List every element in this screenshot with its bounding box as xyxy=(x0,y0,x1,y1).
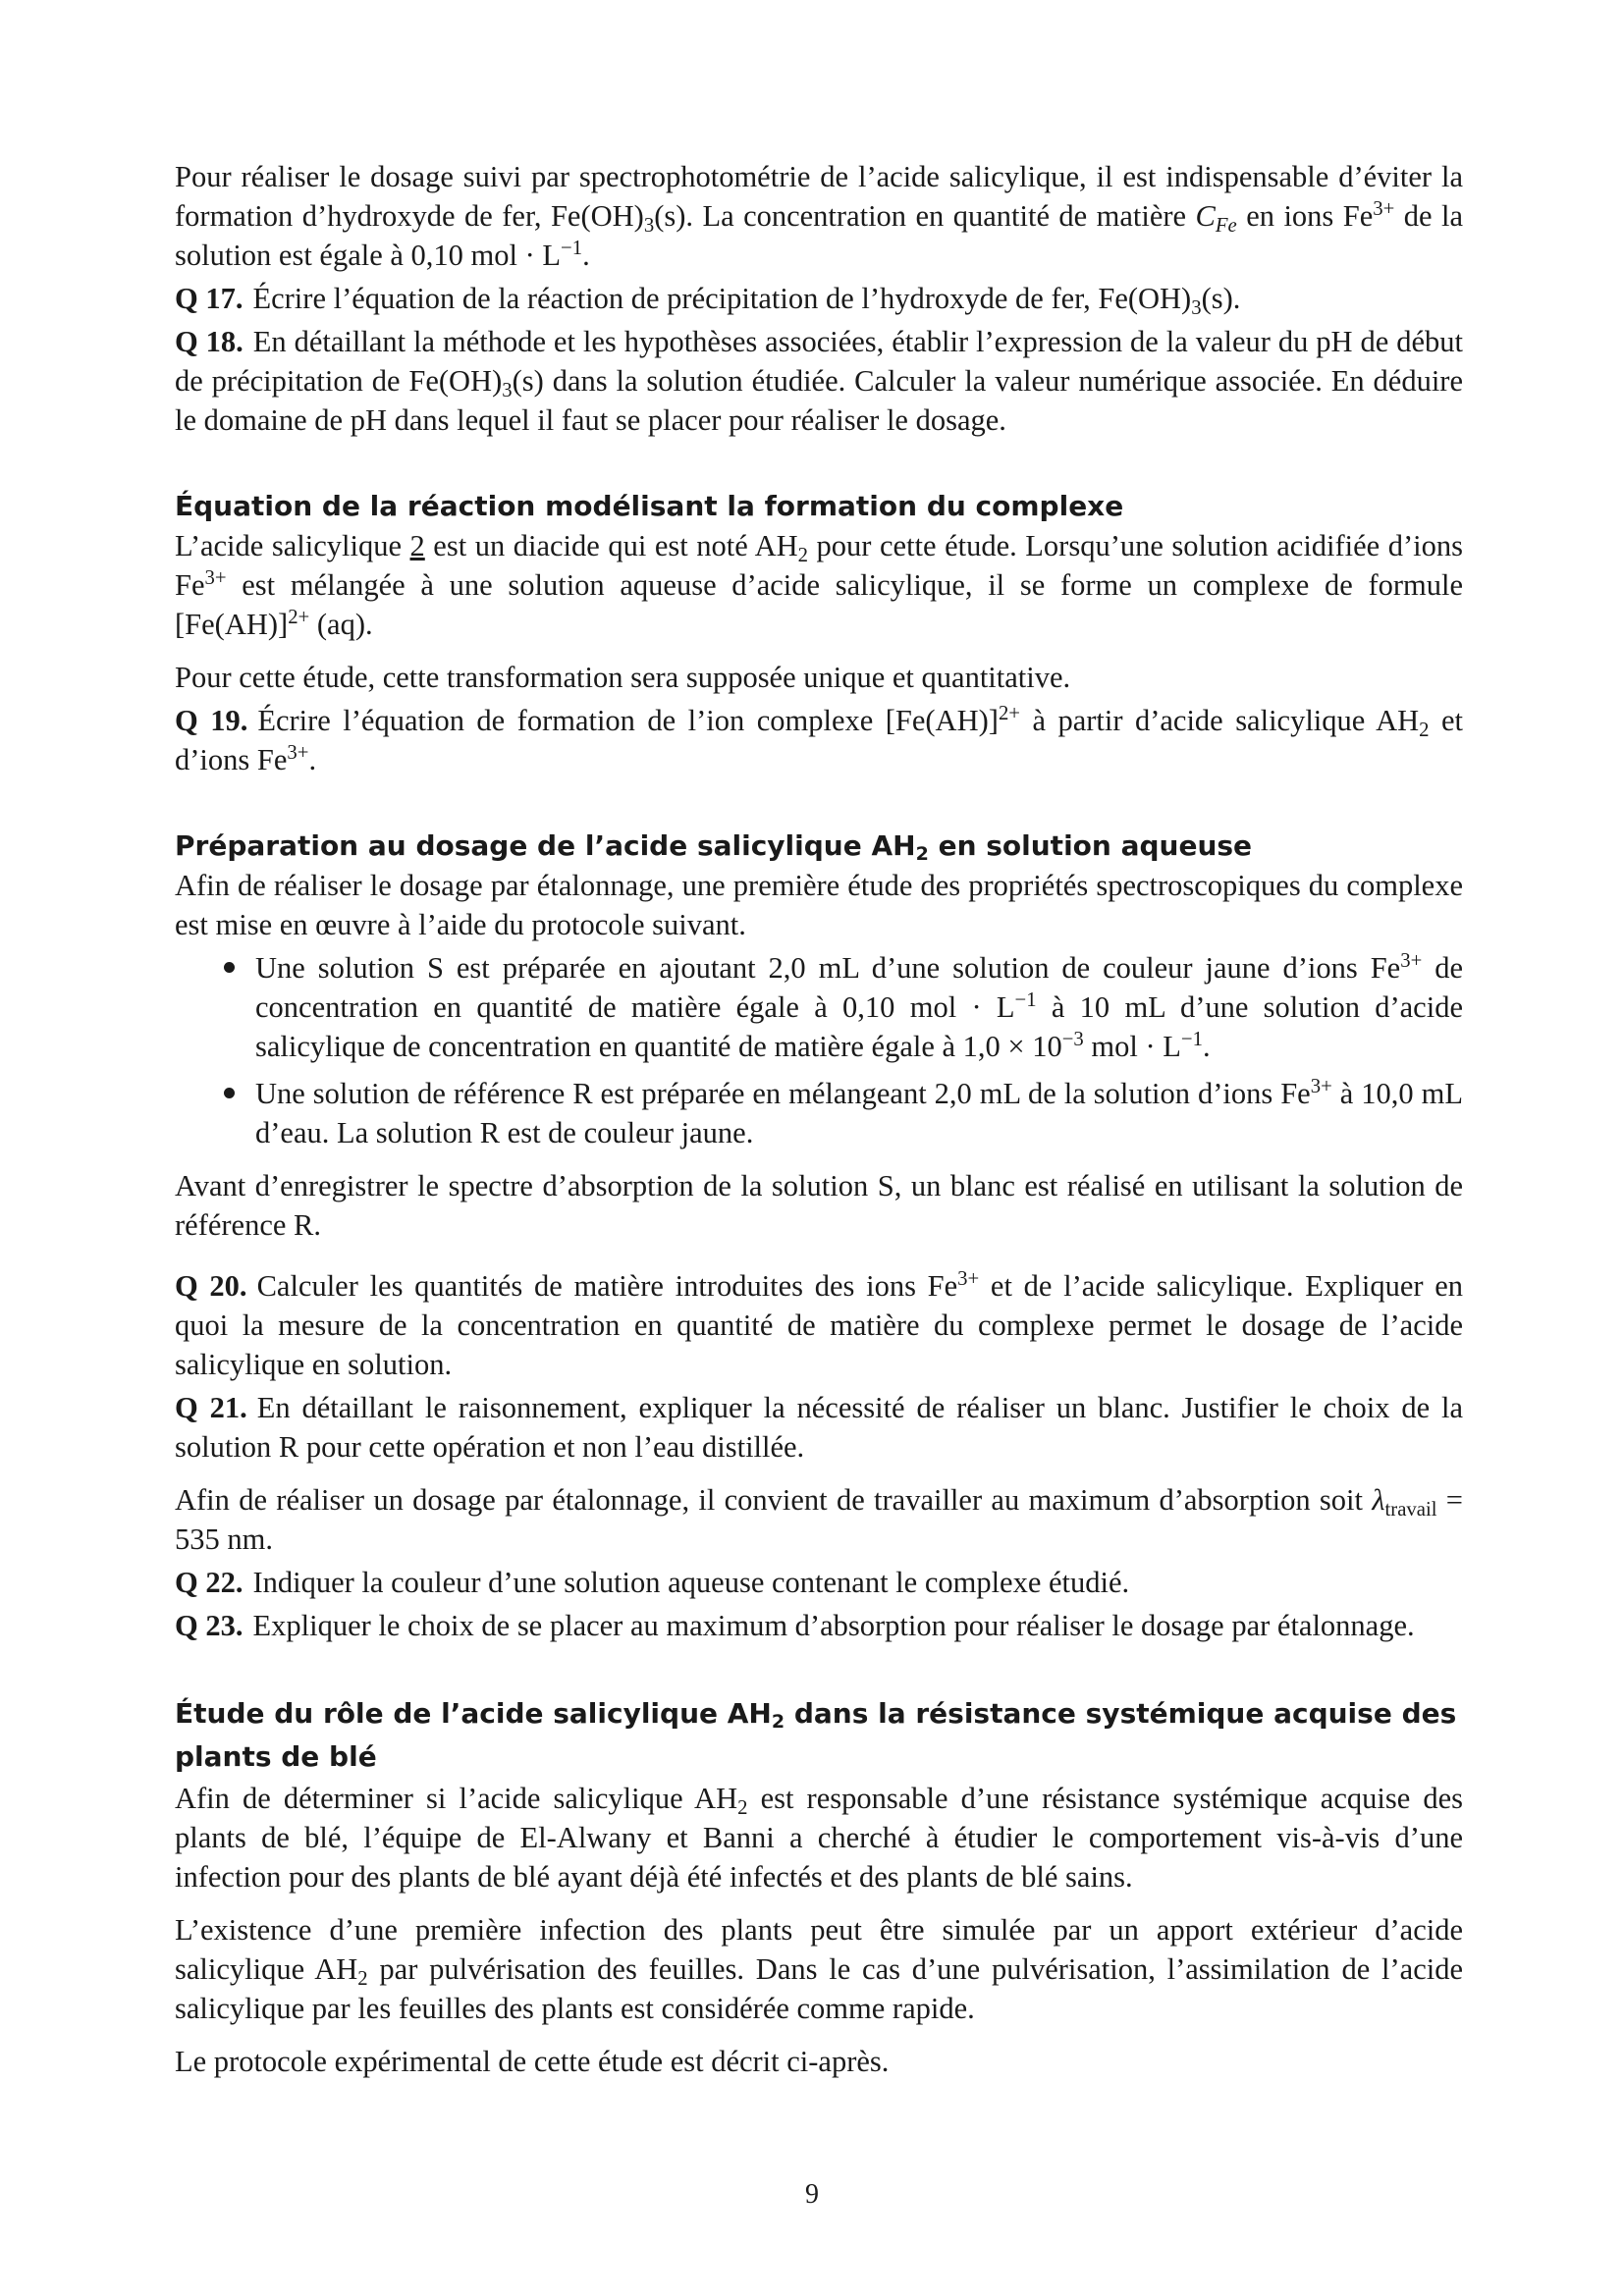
question-19: Q 19. Écrire l’équation de formation de l’ion complexe $[Fe(AH)]^{2+}$ à partir d’acide salicylique $AH_2$ et d’ions $Fe^{3+}$. xyxy=(175,702,1464,776)
question-label: Q 18. xyxy=(175,325,244,358)
question-18: Q 18. En détaillant la méthode et les hypothèses associées, établir l’expression de la valeur du pH de début de précipitation de $Fe(OH)_3(s)$ dans la solution étudiée. Calculer la valeur numérique associée. En déduire le domaine de pH dans lequel il faut se placer pour réaliser le dosage. xyxy=(175,325,1463,437)
question-label: Q 19. xyxy=(175,704,248,737)
section-title-role: Étude du rôle de l’acide salicylique $AH_2$ dans la résistance systémique acquise des plants de blé xyxy=(175,1697,1457,1773)
protocol-list xyxy=(175,948,1463,1152)
question-22: Q 22. Indiquer la couleur d’une solution aqueuse contenant le complexe étudié. xyxy=(175,1566,1130,1599)
question-label: Q 23. xyxy=(175,1609,244,1642)
equation-hypothesis: Pour cette étude, cette transformation sera supposée unique et quantitative. xyxy=(175,661,1071,694)
role-paragraph-2: L’existence d’une première infection des plants peut être simulée par un apport extérieur d’acide salicylique $AH_2$ par pulvérisation des feuilles. Dans le cas d’une pulvérisation, l’assimilation de l’acide salicylique par les feuilles des plants est considérée comme rapide. xyxy=(175,1913,1463,2025)
bullet-icon xyxy=(224,962,235,973)
question-23: Q 23. Expliquer le choix de se placer au maximum d’absorption pour réaliser le dosage par étalonnage. xyxy=(175,1609,1415,1642)
question-20: Q 20. Calculer les quantités de matière introduites des ions $Fe^{3+}$ et de l’acide salicylique. Expliquer en quoi la mesure de la concentration en quantité de matière du complexe permet le dosage de l’acide salicylique en solution. xyxy=(175,1267,1463,1381)
bullet-icon xyxy=(224,1088,235,1098)
list-item: Une solution de référence R est préparée en mélangeant 2,0 mL de la solution d’ions $Fe^{3+}$ à 10,0 mL d’eau. La solution R est de couleur jaune. xyxy=(175,1074,1463,1152)
question-label: Q 17. xyxy=(175,282,244,315)
page-content xyxy=(175,157,1463,2095)
question-label: Q 20. xyxy=(175,1269,247,1303)
section-title-preparation: Préparation au dosage de l’acide salicylique $AH_2$ en solution aqueuse xyxy=(175,829,1253,866)
role-paragraph-3: Le protocole expérimental de cette étude est décrit ci-après. xyxy=(175,2045,890,2078)
blank-paragraph: Avant d’enregistrer le spectre d’absorption de la solution S, un blanc est réalisé en utilisant la solution de référence R. xyxy=(175,1169,1463,1242)
question-label: Q 21. xyxy=(175,1391,247,1424)
intro-paragraph: Pour réaliser le dosage suivi par spectrophotométrie de l’acide salicylique, il est indispensable d’éviter la formation d’hydroxyde de fer, $Fe(OH)_3(s)$. La concentration en quantité de matière $C_{Fe}$ en ions $Fe^{3+}$ de la solution est égale à 0,10 mol · $L^{-1}$. xyxy=(175,160,1464,272)
question-17: Q 17. Écrire l’équation de la réaction de précipitation de l’hydroxyde de fer, $Fe(OH)_3(s)$. xyxy=(175,282,1241,319)
equation-paragraph: L’acide salicylique 2 est un diacide qui est noté $AH_2$ pour cette étude. Lorsqu’une solution acidifiée d’ions $Fe^{3+}$ est mélangée à une solution aqueuse d’acide salicylique, il se forme un complexe de formule $[Fe(AH)]^{2+}$ (aq). xyxy=(175,529,1463,641)
question-label: Q 22. xyxy=(175,1566,244,1599)
absorption-paragraph: Afin de réaliser un dosage par étalonnage, il convient de travailler au maximum d’absorption soit $\lambda_{travail} = 535$ nm. xyxy=(175,1483,1463,1556)
preparation-paragraph: Afin de réaliser le dosage par étalonnage, une première étude des propriétés spectroscopiques du complexe est mise en œuvre à l’aide du protocole suivant. xyxy=(175,869,1463,941)
list-item: Une solution S est préparée en ajoutant 2,0 mL d’une solution de couleur jaune d’ions $Fe^{3+}$ de concentration en quantité de matière égale à 0,10 mol · $L^{-1}$ à 10 mL d’une solution d’acide salicylique de concentration en quantité de matière égale à $1,0 \times 10^{-3}$ mol · $L^{-1}$. xyxy=(175,948,1463,1066)
section-title-equation: Équation de la réaction modélisant la formation du complexe xyxy=(175,490,1124,522)
page-number: 9 xyxy=(805,2179,819,2210)
question-21: Q 21. En détaillant le raisonnement, expliquer la nécessité de réaliser un blanc. Justifier le choix de la solution R pour cette opération et non l’eau distillée. xyxy=(175,1391,1463,1464)
role-paragraph-1: Afin de déterminer si l’acide salicylique $AH_2$ est responsable d’une résistance systémique acquise des plants de blé, l’équipe de El-Alwany et Banni a cherché à étudier le comportement vis-à-vis d’une infection pour des plants de blé ayant déjà été infectés et des plants de blé sains. xyxy=(175,1782,1463,1894)
